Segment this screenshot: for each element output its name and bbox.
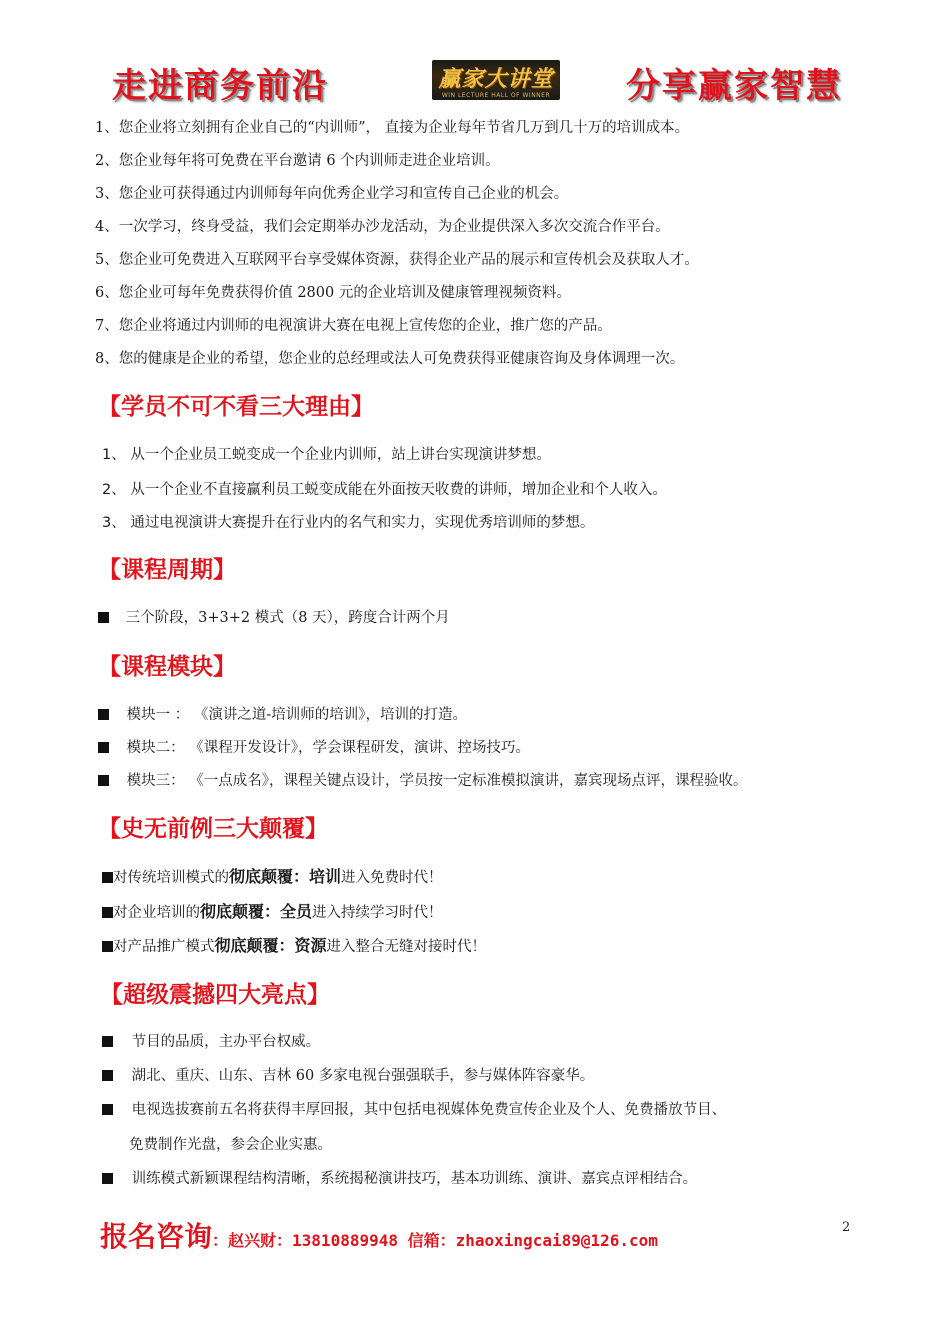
subversion-pre: 对企业培训的 bbox=[113, 905, 200, 921]
period-text: 三个阶段，3+3+2 模式（8 天），跨度合计两个月 bbox=[125, 610, 450, 626]
module-text: 模块一 ： 《演讲之道-培训师的培训》，培训的打造。 bbox=[126, 707, 467, 723]
subversion-bold2: 全员 bbox=[280, 902, 313, 921]
bullet-icon bbox=[102, 872, 113, 883]
benefit-item: 4、一次学习，终身受益，我们会定期举办沙龙活动，为企业提供深入多次交流合作平台。 bbox=[95, 219, 670, 235]
footer-colon: ： bbox=[212, 1231, 229, 1250]
subversion-item bbox=[102, 864, 443, 887]
benefit-item: 2、您企业每年将可免费在平台邀请 6 个内训师走进企业培训。 bbox=[95, 153, 500, 169]
module-item bbox=[98, 736, 530, 757]
subversion-bold2: 培训 bbox=[309, 867, 342, 886]
subversion-bold1: 彻底颠覆： bbox=[200, 902, 281, 921]
benefit-item: 1、您企业将立刻拥有企业自己的“内训师”， 直接为企业每年节省几万到几十万的培训成本。 bbox=[95, 120, 690, 136]
highlight-text: 训练模式新颖课程结构清晰，系统揭秘演讲技巧，基本功训练、演讲、嘉宾点评相结合。 bbox=[131, 1171, 698, 1187]
subversion-bold2: 资源 bbox=[294, 936, 327, 955]
logo-subtitle: WIN LECTURE HALL OF WINNER bbox=[441, 92, 551, 99]
bullet-icon bbox=[98, 612, 109, 623]
subversion-pre: 对产品推广模式 bbox=[113, 939, 215, 955]
benefit-item: 7、您企业将通过内训师的电视演讲大赛在电视上宣传您的企业，推广您的产品。 bbox=[95, 318, 612, 334]
bullet-icon bbox=[98, 775, 109, 786]
bullet-icon bbox=[98, 742, 109, 753]
header-right-slogan: 分享赢家智慧 bbox=[626, 66, 842, 106]
benefit-item: 3、您企业可获得通过内训师每年向优秀企业学习和宣传自己企业的机会。 bbox=[95, 186, 569, 202]
highlight-text: 电视选拔赛前五名将获得丰厚回报，其中包括电视媒体免费宣传企业及个人、免费播放节目、 bbox=[131, 1102, 727, 1118]
bullet-icon bbox=[102, 941, 113, 952]
subversion-item bbox=[102, 899, 443, 922]
highlight-item bbox=[102, 1167, 697, 1188]
highlight-text: 节目的品质，主办平台权威。 bbox=[131, 1034, 321, 1050]
footer-contact bbox=[100, 1215, 658, 1255]
reason-item: 1、 从一个企业员工蜕变成一个企业内训师，站上讲台实现演讲梦想。 bbox=[102, 447, 551, 463]
highlight-continuation: 免费制作光盘，参会企业实惠。 bbox=[129, 1137, 332, 1153]
subversion-bold1: 彻底颠覆： bbox=[214, 936, 295, 955]
subversion-post: 进入整合无缝对接时代！ bbox=[326, 939, 487, 955]
section-title-highlights: 【超级震撼四大亮点】 bbox=[100, 982, 330, 1008]
section-title-subversions: 【史无前例三大颠覆】 bbox=[98, 816, 328, 842]
benefit-item: 8、您的健康是企业的希望，您企业的总经理或法人可免费获得亚健康咨询及身体调理一次。 bbox=[95, 351, 685, 367]
reason-item: 3、 通过电视演讲大赛提升在行业内的名气和实力，实现优秀培训师的梦想。 bbox=[102, 515, 595, 531]
bullet-icon bbox=[98, 709, 109, 720]
page-number: 2 bbox=[842, 1220, 851, 1235]
benefit-item: 6、您企业可每年免费获得价值 2800 元的企业培训及健康管理视频资料。 bbox=[95, 285, 571, 301]
section-title-modules: 【课程模块】 bbox=[98, 654, 236, 680]
subversion-bold1: 彻底颠覆： bbox=[229, 867, 310, 886]
module-text: 模块三： 《一点成名》，课程关键点设计，学员按一定标准模拟演讲，嘉宾现场点评，课程验收。 bbox=[126, 773, 748, 789]
bullet-icon bbox=[102, 1036, 113, 1047]
footer-label: 报名咨询 bbox=[100, 1220, 213, 1253]
logo-text: 赢家大讲堂 bbox=[438, 67, 554, 92]
benefit-item: 5、您企业可免费进入互联网平台享受媒体资源，获得企业产品的展示和宣传机会及获取人才。 bbox=[95, 252, 699, 268]
bullet-icon bbox=[102, 907, 113, 918]
highlight-item bbox=[102, 1098, 726, 1119]
subversion-pre: 对传统培训模式的 bbox=[113, 870, 229, 886]
subversion-post: 进入持续学习时代！ bbox=[312, 905, 443, 921]
highlight-text: 湖北、重庆、山东、吉林 60 多家电视台强强联手，参与媒体阵容豪华。 bbox=[131, 1068, 595, 1084]
footer-contact-info: 赵兴财：13810889948 信箱：zhaoxingcai89@126.com bbox=[228, 1231, 658, 1250]
logo bbox=[432, 60, 560, 100]
module-item bbox=[98, 703, 467, 724]
highlight-item bbox=[102, 1030, 320, 1051]
reason-item: 2、 从一个企业不直接赢利员工蜕变成能在外面按天收费的讲师，增加企业和个人收入。 bbox=[102, 482, 667, 498]
section-title-period: 【课程周期】 bbox=[98, 557, 236, 583]
highlight-item bbox=[102, 1064, 594, 1085]
header-left-slogan: 走进商务前沿 bbox=[112, 66, 328, 106]
bullet-icon bbox=[102, 1070, 113, 1081]
section-title-reasons: 【学员不可不看三大理由】 bbox=[98, 394, 374, 420]
subversion-item bbox=[102, 933, 486, 956]
module-text: 模块二： 《课程开发设计》，学会课程研发，演讲、控场技巧。 bbox=[126, 740, 530, 756]
bullet-icon bbox=[102, 1173, 113, 1184]
subversion-post: 进入免费时代！ bbox=[341, 870, 443, 886]
module-item bbox=[98, 769, 747, 790]
period-item bbox=[98, 606, 450, 627]
bullet-icon bbox=[102, 1104, 113, 1115]
